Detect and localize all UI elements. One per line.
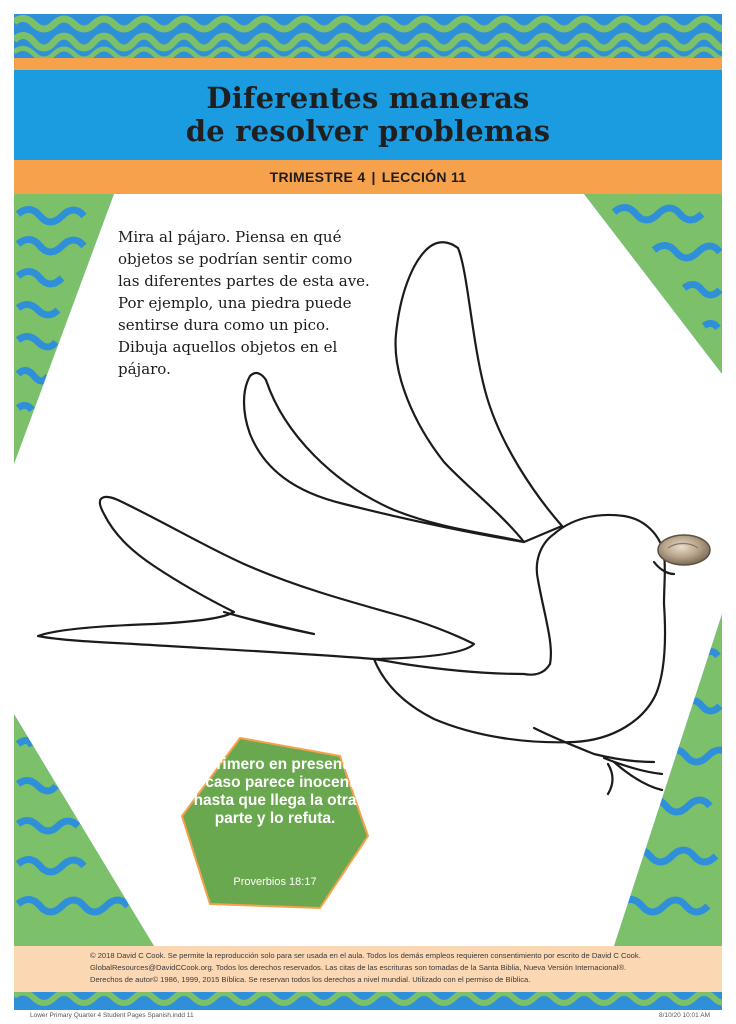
label-separator: |: [371, 169, 376, 185]
bird-body: [374, 515, 665, 742]
copyright-line-1: © 2018 David C Cook. Se permite la reproducción solo para ser usada en el aula. Todos los demás empleos requieren consentimiento por escrito de David C Cook.: [90, 951, 641, 960]
print-timestamp: 8/10/20 10:01 AM: [659, 1012, 710, 1019]
copyright-line-3: Derechos de autor© 1986, 1999, 2015 Bíblica. Se reservan todos los derechos a nivel mundial. Utilizado con el permiso de Bíblica.: [90, 975, 531, 984]
title-line-2: de resolver problemas: [185, 114, 551, 148]
worksheet-page: [14, 14, 722, 1010]
verse-text: El primero en presentar su caso parece inocente, hasta que llega la otra parte y lo refuta.: [182, 756, 368, 827]
print-file-name: Lower Primary Quarter 4 Student Pages Spanish.indd 11: [30, 1012, 194, 1019]
verse-reference: Proverbios 18:17: [233, 876, 317, 888]
copyright-footer: [14, 946, 722, 992]
print-slug: [30, 1012, 710, 1019]
bible-verse-badge: [180, 736, 370, 916]
copyright-line-2: GlobalResources@DavidCCook.org. Todos los derechos reservados. Las citas de las escrituras son tomadas de la Santa Biblia, Nueva Versión Internacional®.: [90, 963, 627, 972]
bird-tail-inner: [224, 612, 314, 634]
bird-upper-wing: [396, 242, 562, 542]
title-line-1: Diferentes maneras: [206, 81, 530, 115]
quarter-label: TRIMESTRE 4: [269, 169, 366, 185]
stone-beak-icon: [656, 530, 712, 570]
bird-tail: [38, 497, 474, 659]
lesson-label: LECCIÓN 11: [381, 169, 467, 185]
instructions-text: Mira al pájaro. Piensa en qué objetos se podrían sentir como las diferentes partes de esta ave. Por ejemplo, una piedra puede sentirse dura como un pico. Dibuja aquellos objetos en el pájaro.: [118, 228, 370, 378]
bird-lower-wing: [244, 373, 524, 542]
